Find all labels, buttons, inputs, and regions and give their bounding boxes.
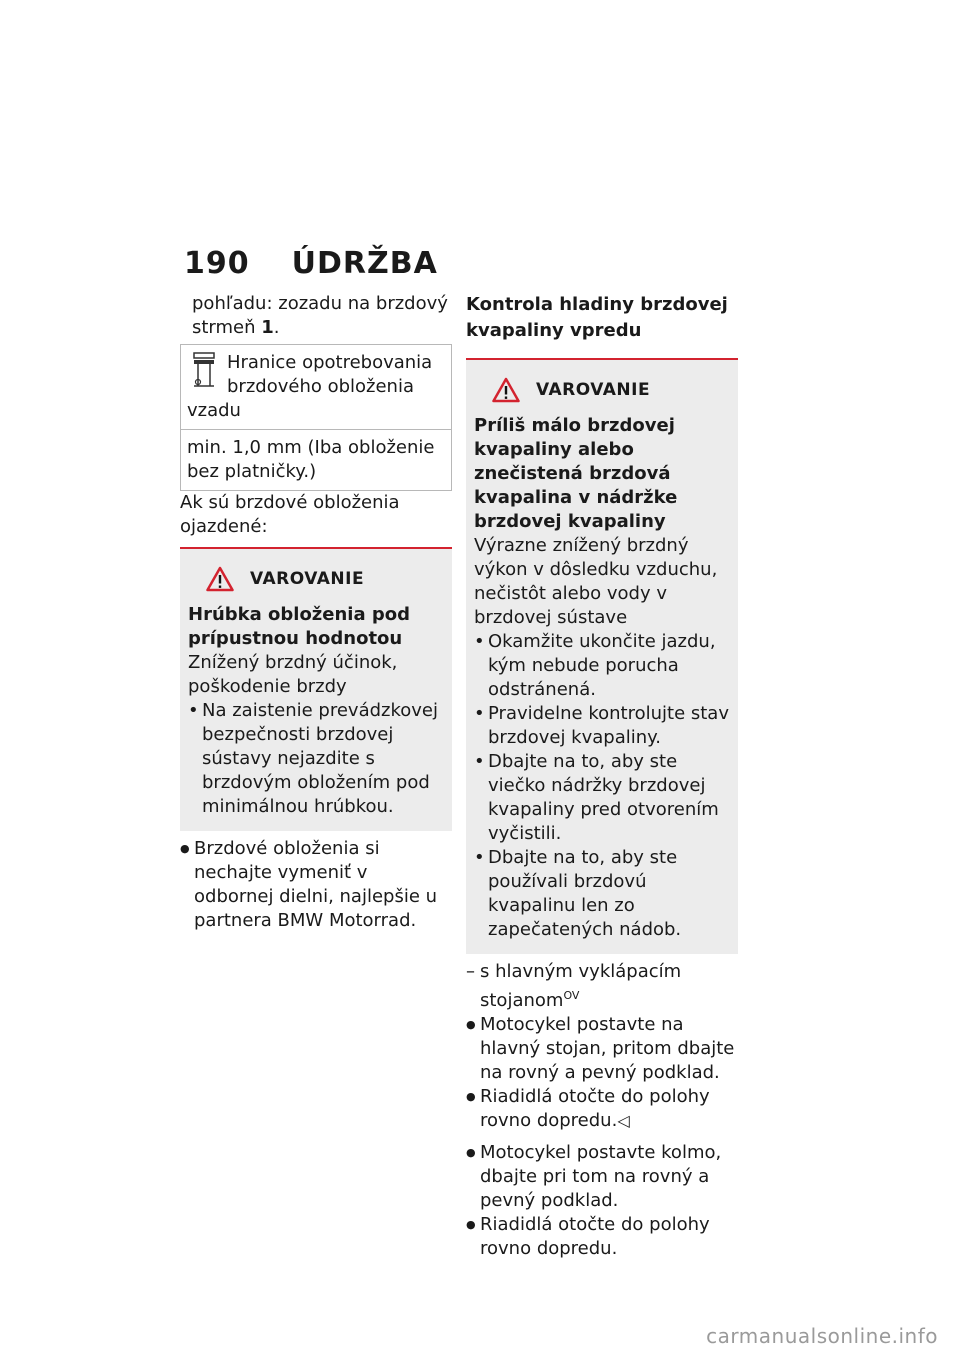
spec-title-line: Hranice opotrebovania <box>227 352 433 373</box>
spec-table <box>180 344 452 491</box>
condition-text: s hlavným vyklápacím stojanom <box>480 961 682 1011</box>
list-item: ● Brzdové obloženia si nechajte vymeniť v odbornej dielni, najlepšie u partnera BMW Motorrad. <box>180 837 452 933</box>
section-title: Kontrola hladiny brzdovej kvapaliny vpredu <box>466 294 728 341</box>
spec-title-line: brzdového obloženia <box>227 376 414 397</box>
warning-heading: Príliš málo brzdovej kvapaliny alebo znečistená brzdová kvapalina v nádržke brzdovej kvapaliny <box>474 415 678 532</box>
warning-box <box>180 547 452 831</box>
list-item <box>466 1085 738 1133</box>
intro-line: pohľadu: zozadu na brzdový <box>192 293 448 314</box>
spacer <box>466 1133 738 1141</box>
warning-text: Výrazne znížený brzdný výkon v dôsledku vzduchu, nečistôt alebo vody v brzdovej sústave <box>474 535 718 628</box>
worn-pads-text: Ak sú brzdové obloženia ojazdené: <box>180 492 400 537</box>
warning-list <box>474 630 730 942</box>
intro-suffix: . <box>273 317 280 338</box>
intro-text <box>180 292 452 340</box>
warning-box <box>466 358 738 954</box>
list-item: • Dbajte na to, aby ste viečko nádržky brzdovej kvapaliny pred otvorením vyčistili. <box>474 750 730 846</box>
end-marker: ◁ <box>617 1111 630 1130</box>
warning-header <box>474 374 730 406</box>
page-number: 190 <box>184 245 250 281</box>
condition-line <box>466 960 738 1013</box>
step-list <box>466 1141 738 1261</box>
list-item-text: Riadidlá otočte do polohy rovno dopredu. <box>480 1086 710 1131</box>
spec-title-line: vzadu <box>187 400 241 421</box>
watermark: carmanualsonline.info <box>706 1324 938 1348</box>
list-item: ● Motocykel postavte kolmo, dbajte pri tom na rovný a pevný podklad. <box>466 1141 738 1213</box>
list-item: • Na zaistenie prevádzkovej bezpečnosti brzdovej sústavy nejazdite s brzdovým obložením pod minimálnou hrúbkou. <box>188 699 444 819</box>
list-item: ● Motocykel postavte na hlavný stojan, pritom dbajte na rovný a pevný podklad. <box>466 1013 738 1085</box>
brake-pad-wear-icon <box>193 352 215 390</box>
right-column <box>466 292 738 1261</box>
list-item: • Okamžite ukončite jazdu, kým nebude porucha odstránená. <box>474 630 730 702</box>
list-item: • Dbajte na to, aby ste používali brzdovú kvapalinu len zo zapečatených nádob. <box>474 846 730 942</box>
warning-header <box>188 563 444 595</box>
reference-number: 1 <box>261 317 274 338</box>
step-list <box>466 1013 738 1133</box>
spec-value-row: min. 1,0 mm (Iba obloženie bez platničky.) <box>181 429 451 490</box>
warning-title: VAROVANIE <box>250 569 365 589</box>
left-column <box>180 292 452 933</box>
list-item: ● Riadidlá otočte do polohy rovno dopredu. <box>466 1213 738 1261</box>
warning-heading: Hrúbka obloženia pod prípustnou hodnotou <box>188 604 411 649</box>
option-marker: OV <box>563 989 580 1002</box>
intro-line <box>192 316 452 340</box>
warning-text: Znížený brzdný účinok, poškodenie brzdy <box>188 652 398 697</box>
condition-dash: – <box>466 961 475 982</box>
spec-title-row <box>181 345 451 429</box>
warning-triangle-icon <box>206 566 234 592</box>
warning-title: VAROVANIE <box>536 380 651 400</box>
warning-list <box>188 699 444 819</box>
list-item: • Pravidelne kontrolujte stav brzdovej kvapaliny. <box>474 702 730 750</box>
intro-prefix: strmeň <box>192 317 262 338</box>
page-header <box>184 238 438 288</box>
warning-triangle-icon <box>492 377 520 403</box>
step-list <box>180 837 452 933</box>
chapter-title: ÚDRŽBA <box>291 245 438 281</box>
